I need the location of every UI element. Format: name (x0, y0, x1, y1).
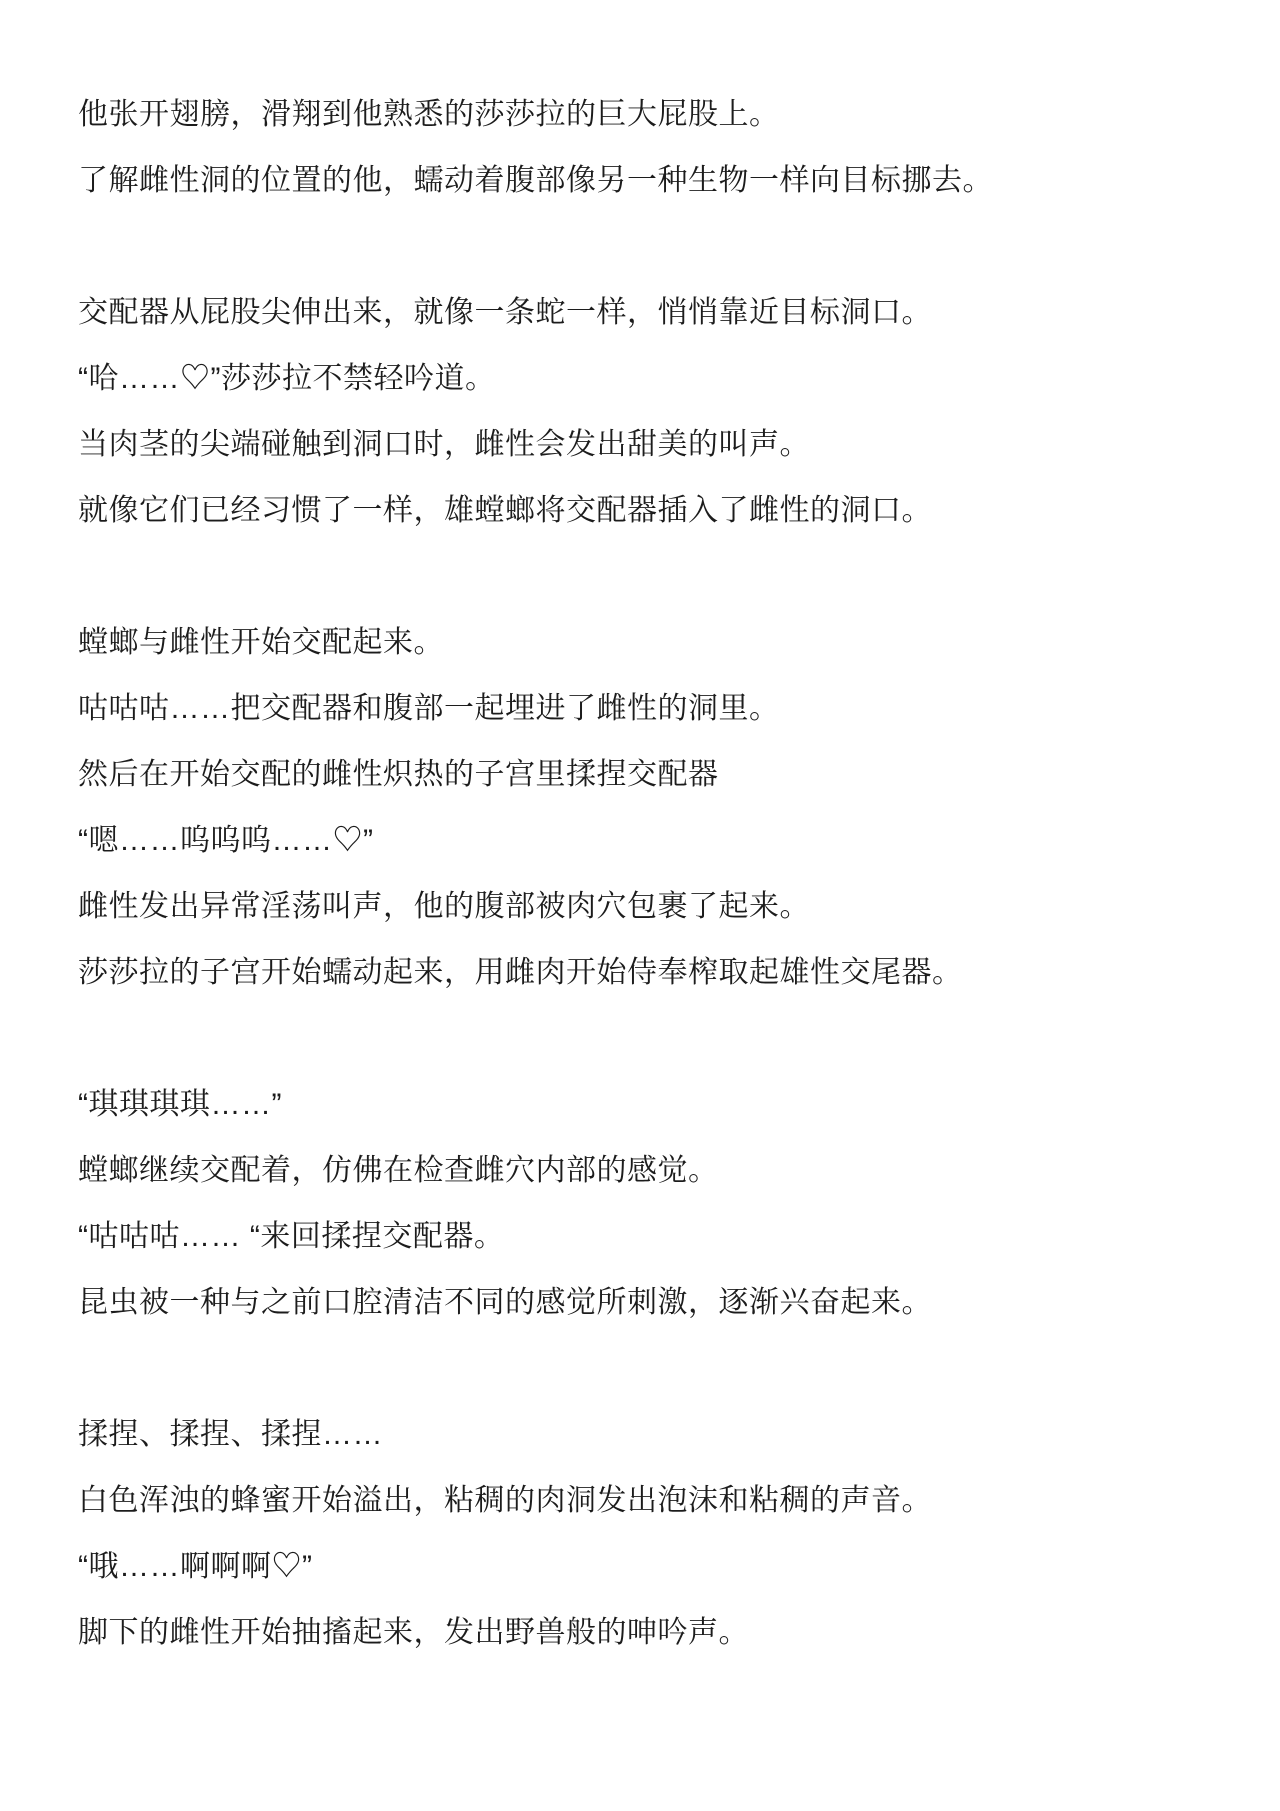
paragraph: 昆虫被一种与之前口腔清洁不同的感觉所刺激，逐渐兴奋起来。 (78, 1286, 932, 1319)
paragraph: 螳螂继续交配着，仿佛在检查雌穴内部的感觉。 (78, 1154, 719, 1187)
paragraph: 白色浑浊的蜂蜜开始溢出，粘稠的肉洞发出泡沫和粘稠的声音。 (78, 1484, 932, 1517)
blank-line (78, 544, 1210, 610)
paragraph: 雌性发出异常淫荡叫声，他的腹部被肉穴包裹了起来。 (78, 890, 810, 923)
paragraph: 当肉茎的尖端碰触到洞口时，雌性会发出甜美的叫声。 (78, 428, 810, 461)
paragraph: “咕咕咕…… “来回揉捏交配器。 (78, 1220, 505, 1253)
paragraph: 螳螂与雌性开始交配起来。 (78, 626, 444, 659)
paragraph: “嗯……呜呜呜……♡” (78, 824, 374, 857)
paragraph: “哦……啊啊啊♡” (78, 1550, 313, 1583)
paragraph: 就像它们已经习惯了一样，雄螳螂将交配器插入了雌性的洞口。 (78, 494, 932, 527)
blank-line (78, 1336, 1210, 1402)
paragraph: 了解雌性洞的位置的他，蠕动着腹部像另一种生物一样向目标挪去。 (78, 164, 993, 197)
blank-line (78, 214, 1210, 280)
paragraph: “哈……♡”莎莎拉不禁轻吟道。 (78, 362, 496, 395)
paragraph: 咕咕咕……把交配器和腹部一起埋进了雌性的洞里。 (78, 692, 780, 725)
paragraph: 莎莎拉的子宫开始蠕动起来，用雌肉开始侍奉榨取起雄性交尾器。 (78, 956, 963, 989)
blank-line (78, 1006, 1210, 1072)
paragraph: “琪琪琪琪……” (78, 1088, 282, 1121)
paragraph: 然后在开始交配的雌性炽热的子宫里揉捏交配器 (78, 758, 719, 791)
paragraph: 揉捏、揉捏、揉捏…… (78, 1418, 383, 1451)
paragraph: 脚下的雌性开始抽搐起来，发出野兽般的呻吟声。 (78, 1616, 749, 1649)
paragraph: 交配器从屁股尖伸出来，就像一条蛇一样，悄悄靠近目标洞口。 (78, 296, 932, 329)
paragraph: 他张开翅膀，滑翔到他熟悉的莎莎拉的巨大屁股上。 (78, 98, 780, 131)
text-body (78, 82, 1210, 1666)
